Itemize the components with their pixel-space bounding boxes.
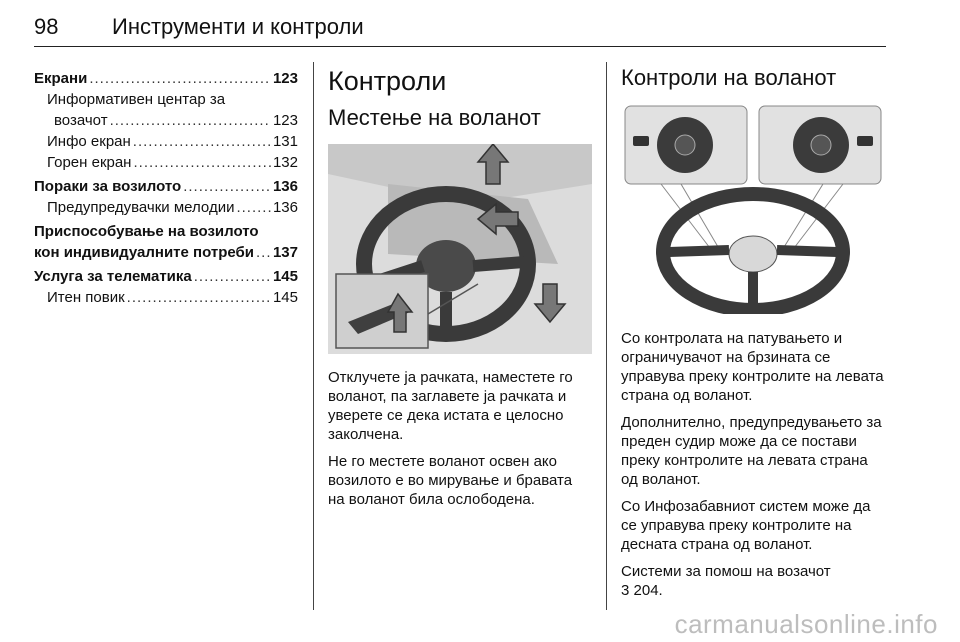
table-of-contents xyxy=(34,68,298,311)
column-steering-adjustment xyxy=(328,64,592,517)
toc-entry-line[interactable]: Информативен центар за xyxy=(47,91,226,108)
toc-entry[interactable]: Екрани ..... 123 xyxy=(34,68,298,89)
toc-entry[interactable]: Горен екран ..... 132 xyxy=(34,152,298,173)
paragraph: Дополнително, предупредувањето за преден судир може да се постави преку контролите на левата страна од воланот. xyxy=(621,414,882,488)
paragraph: Отклучете ја рачката, наместете го воланот, па заглавете ја рачката и уверете се дека истата е целосно заколчена. xyxy=(328,369,573,443)
column-divider-2 xyxy=(606,62,607,610)
subsection-heading: Местење на воланот xyxy=(328,105,541,130)
toc-entry-line[interactable]: Приспособување на возилото xyxy=(34,223,259,240)
toc-entry[interactable]: Инфо екран ..... 131 xyxy=(34,131,298,152)
cross-reference[interactable]: 3 204. xyxy=(621,582,663,599)
page-header xyxy=(34,8,886,47)
steering-controls-figure xyxy=(621,102,885,314)
paragraph: Системи за помош на возачот xyxy=(621,563,831,580)
toc-entry[interactable]: Итен повик ..... 145 xyxy=(34,287,298,308)
watermark: carmanualsonline.info xyxy=(674,609,938,639)
steering-adjust-figure xyxy=(328,144,592,354)
paragraph: Со контролата на патувањето и ограничувачот на брзината се управува преку контролите на левата страна од воланот. xyxy=(621,330,884,404)
chapter-title: Инструменти и контроли xyxy=(112,14,364,39)
toc-entry[interactable]: Пораки за возилото ..... 136 xyxy=(34,176,298,197)
section-heading: Контроли на воланот xyxy=(621,65,837,90)
paragraph: Со Инфозабавниот систем може да се управува преку контролите на десната страна од воланот. xyxy=(621,498,871,553)
paragraph: Не го местете воланот освен ако возилото е во мирување и бравата на воланот била ослободена. xyxy=(328,453,573,508)
column-steering-controls xyxy=(621,64,887,608)
toc-entry[interactable]: возачот ..... 123 xyxy=(34,110,298,131)
toc-entry[interactable]: Предупредувачки мелодии ..... 136 xyxy=(34,197,298,218)
section-heading: Контроли xyxy=(328,66,447,96)
toc-entry[interactable]: Услуга за телематика ..... 145 xyxy=(34,266,298,287)
page-number: 98 xyxy=(34,14,59,39)
toc-entry[interactable]: кон индивидуалните потреби ..... 137 xyxy=(34,242,298,263)
column-divider-1 xyxy=(313,62,314,610)
